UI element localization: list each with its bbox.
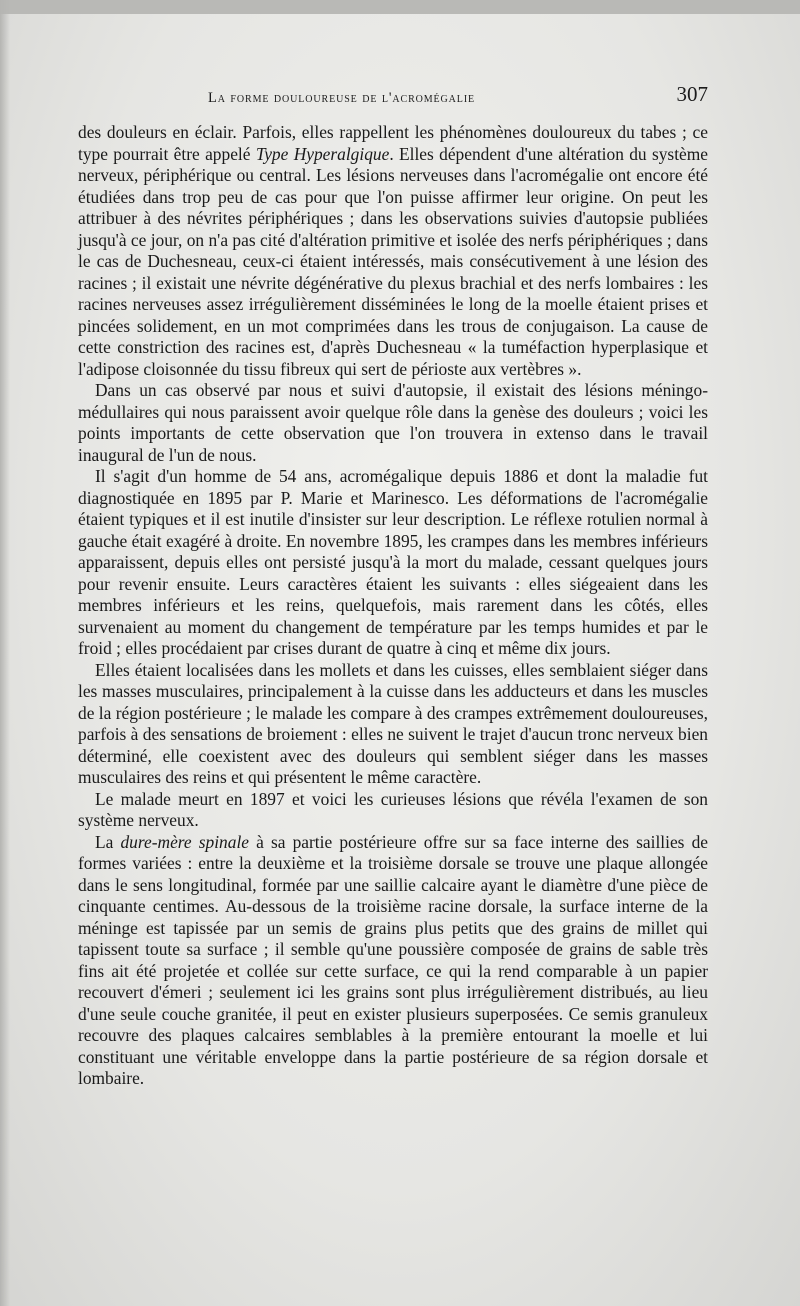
italic-term: Type Hyperalgique: [255, 143, 390, 164]
italic-term: dure-mère spinale: [120, 831, 249, 852]
page-header: [78, 82, 708, 112]
running-title: La forme douloureuse de l'acromégalie: [208, 90, 476, 106]
paragraph-5: Le malade meurt en 1897 et voici les curieuses lésions que révéla l'examen de son système nerveux.: [78, 788, 708, 830]
paragraph-6: La dure-mère spinale à sa partie postérieure offre sur sa face interne des saillies de formes variées : entre la deuxième et la troisième dorsale se trouve une plaque allongée dans le sens longitudinal, formée par une saillie calcaire ayant le diamètre d'une pièce de cinquante centimes. Au-dessous de la troisième racine dorsale, la surface interne de la méninge est tapissée par un semis de grains plus petits que des grains de millet qui tapissent toute sa surface ; il semble qu'une poussière composée de grains de sable très fins ait été projetée et collée sur cette surface, ce qui la rend comparable à un papier recouvert d'émeri ; seulement ici les grains sont plus irrégulièrement distribués, au lieu d'une seule couche granitée, il peut en exister plusieurs superposées. Ce semis granuleux recouvre des plaques calcaires semblables à la première entourant la moelle et lui constituant une véritable enveloppe dans la partie postérieure de sa région dorsale et lombaire.: [78, 831, 708, 1088]
paragraph-3: Il s'agit d'un homme de 54 ans, acromégalique depuis 1886 et dont la maladie fut diagnostiquée en 1895 par P. Marie et Marinesco. Les déformations de l'acromégalie étaient typiques et il est inutile d'insister sur leur description. Le réflexe rotulien normal à gauche était exagéré à droite. En novembre 1895, les crampes dans les membres inférieurs apparaissent, depuis elles ont persisté jusqu'à la mort du malade, cessant quelques jours pour revenir ensuite. Leurs caractères étaient les suivants : elles siégeaient dans les membres inférieurs et les reins, quelquefois, mais rarement dans les côtés, elles survenaient au moment du changement de température par les temps humides et par le froid ; elles procédaient par crises durant de quatre à cinq et même dix jours.: [78, 466, 708, 658]
paragraph-2: Dans un cas observé par nous et suivi d'autopsie, il existait des lésions méningo-médullaires qui nous paraissent avoir quelque rôle dans la genèse des douleurs ; voici les points importants de cette observation que l'on trouvera in extenso dans le travail inaugural de l'un de nous.: [78, 380, 708, 465]
paragraph-4: Elles étaient localisées dans les mollets et dans les cuisses, elles semblaient siéger dans les masses musculaires, principalement à la cuisse dans les adducteurs et dans les muscles de la région postérieure ; le malade les compare à des crampes extrêmement douloureuses, parfois à des sensations de broiement : elles ne suivent le trajet d'aucun tronc nerveux bien déterminé, elle coexistent avec des douleurs qui semblent siéger dans les masses musculaires des reins et qui présentent le même caractère.: [78, 659, 708, 787]
page-number: 307: [676, 82, 708, 106]
body-text: [78, 122, 708, 1090]
paragraph-1: des douleurs en éclair. Parfois, elles rappellent les phénomènes douloureux du tabes ; ce type pourrait être appelé Type Hyperalgique. Elles dépendent d'une altération du système nerveux, périphérique ou central. Les lésions nerveuses dans l'acromégalie ont encore été étudiées dans trop peu de cas pour que l'on puisse affirmer leur origine. On peut les attribuer à des névrites périphériques ; dans les observations suivies d'autopsie publiées jusqu'à ce jour, on n'a pas cité d'altération primitive et isolée des nerfs périphériques ; dans le cas de Duchesneau, ceux-ci étaient intéressés, mais consécutivement à une lésion des racines ; il existait une névrite dégénérative du plexus brachial et des nerfs lombaires : les racines nerveuses assez irrégulièrement disséminées le long de la moelle étaient prises et pincées solidement, en un mot comprimées dans les trous de conjugaison. La cause de cette constriction des racines est, d'après Duchesneau « la tuméfaction hyperplasique et l'adipose cloisonnée du tissu fibreux qui sert de périoste aux vertèbres ».: [78, 122, 708, 379]
